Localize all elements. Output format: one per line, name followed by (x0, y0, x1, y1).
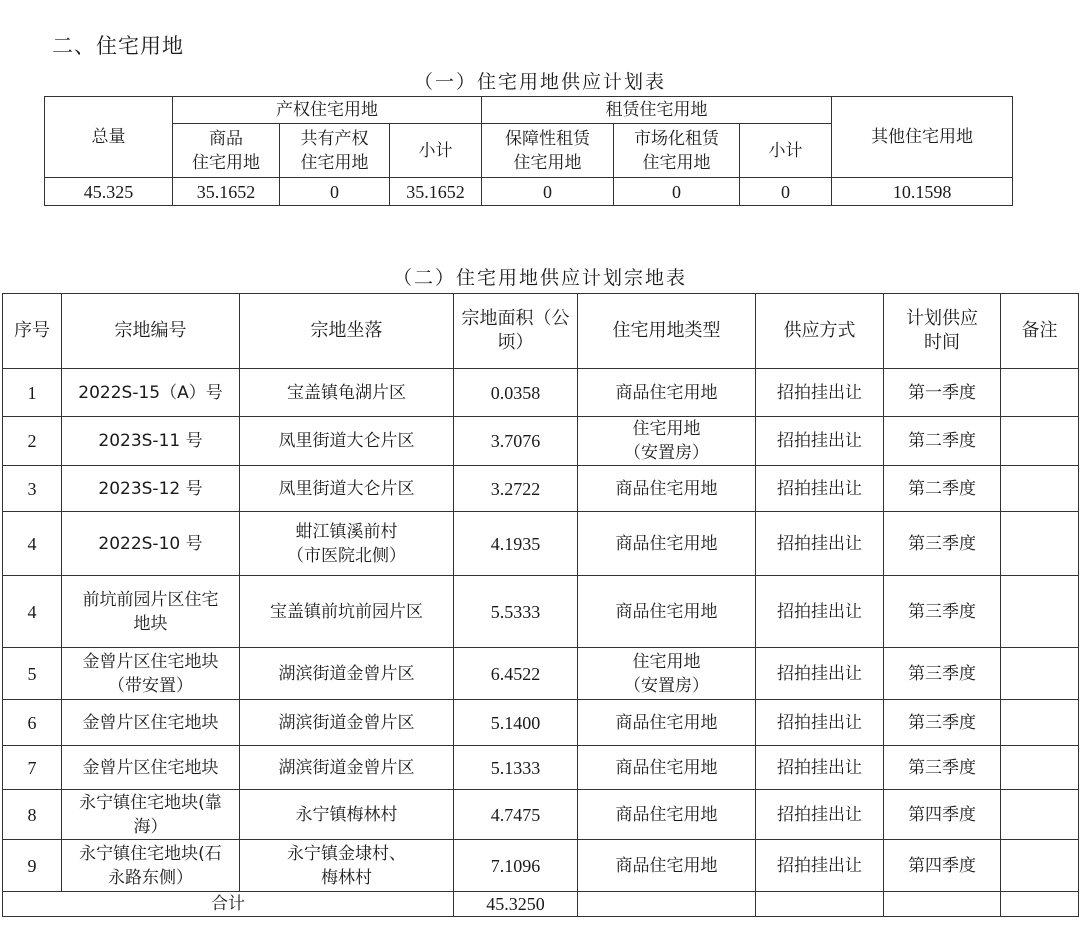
cell-seq: 1 (3, 369, 62, 417)
table-row (3, 790, 1079, 840)
header-subtotal-rental: 小计 (740, 124, 832, 178)
cell-land-type: 商品住宅用地 (578, 369, 756, 417)
total-empty-cell (884, 892, 1001, 917)
cell-location: 蚶江镇溪前村 （市医院北侧） (240, 512, 454, 576)
cell-plan-time: 第四季度 (884, 840, 1001, 892)
cell-supply-method: 招拍挂出让 (756, 648, 884, 700)
header-parcel-id: 宗地编号 (62, 294, 240, 369)
cell-land-type: 商品住宅用地 (578, 840, 756, 892)
header-seq: 序号 (3, 294, 62, 369)
cell-area: 3.2722 (454, 466, 578, 512)
table-row (3, 369, 1079, 417)
cell-area: 6.4522 (454, 648, 578, 700)
section-title: 二、住宅用地 (52, 34, 184, 58)
value-commercial: 35.1652 (173, 178, 280, 206)
cell-plan-time: 第二季度 (884, 417, 1001, 466)
cell-parcel-id: 2023S-11 号 (62, 417, 240, 466)
header-rental-group: 租赁住宅用地 (482, 97, 832, 124)
cell-parcel-id: 2023S-12 号 (62, 466, 240, 512)
cell-seq: 6 (3, 700, 62, 746)
cell-area: 5.1333 (454, 746, 578, 790)
cell-parcel-id: 永宁镇住宅地块(石 永路东侧） (62, 840, 240, 892)
cell-seq: 5 (3, 648, 62, 700)
table-row (3, 648, 1079, 700)
header-subtotal-ownership: 小计 (390, 124, 482, 178)
cell-location: 湖滨街道金曾片区 (240, 648, 454, 700)
table-row (3, 840, 1079, 892)
header-market-rental: 市场化租赁 住宅用地 (614, 124, 740, 178)
total-empty-cell (1001, 892, 1079, 917)
parcel-table-total-row (3, 892, 1079, 917)
cell-seq: 3 (3, 466, 62, 512)
header-affordable-rental: 保障性租赁 住宅用地 (482, 124, 614, 178)
cell-location: 宝盖镇龟湖片区 (240, 369, 454, 417)
cell-supply-method: 招拍挂出让 (756, 369, 884, 417)
cell-seq: 2 (3, 417, 62, 466)
cell-plan-time: 第三季度 (884, 746, 1001, 790)
cell-land-type: 商品住宅用地 (578, 576, 756, 648)
cell-plan-time: 第四季度 (884, 790, 1001, 840)
cell-parcel-id: 金曾片区住宅地块 （带安置） (62, 648, 240, 700)
value-shared: 0 (280, 178, 390, 206)
table-row (3, 512, 1079, 576)
cell-land-type: 商品住宅用地 (578, 466, 756, 512)
cell-seq: 4 (3, 512, 62, 576)
cell-remarks (1001, 512, 1079, 576)
header-area: 宗地面积（公 顷） (454, 294, 578, 369)
cell-land-type: 商品住宅用地 (578, 790, 756, 840)
cell-area: 3.7076 (454, 417, 578, 466)
header-commercial: 商品 住宅用地 (173, 124, 280, 178)
value-affordable-rental: 0 (482, 178, 614, 206)
cell-location: 永宁镇金埭村、 梅林村 (240, 840, 454, 892)
cell-area: 5.1400 (454, 700, 578, 746)
cell-remarks (1001, 700, 1079, 746)
table-row (3, 417, 1079, 466)
cell-supply-method: 招拍挂出让 (756, 790, 884, 840)
header-land-type: 住宅用地类型 (578, 294, 756, 369)
cell-location: 永宁镇梅林村 (240, 790, 454, 840)
cell-location: 宝盖镇前坑前园片区 (240, 576, 454, 648)
cell-supply-method: 招拍挂出让 (756, 840, 884, 892)
cell-land-type: 商品住宅用地 (578, 746, 756, 790)
cell-supply-method: 招拍挂出让 (756, 512, 884, 576)
header-shared: 共有产权 住宅用地 (280, 124, 390, 178)
cell-seq: 9 (3, 840, 62, 892)
cell-land-type: 住宅用地 （安置房） (578, 648, 756, 700)
total-empty-cell (578, 892, 756, 917)
parcel-table-header-row (3, 294, 1079, 369)
cell-land-type: 住宅用地 （安置房） (578, 417, 756, 466)
cell-plan-time: 第三季度 (884, 648, 1001, 700)
cell-land-type: 商品住宅用地 (578, 512, 756, 576)
cell-plan-time: 第一季度 (884, 369, 1001, 417)
header-ownership-group: 产权住宅用地 (173, 97, 482, 124)
cell-plan-time: 第二季度 (884, 466, 1001, 512)
value-total: 45.325 (45, 178, 173, 206)
cell-supply-method: 招拍挂出让 (756, 576, 884, 648)
cell-plan-time: 第三季度 (884, 700, 1001, 746)
header-location: 宗地坐落 (240, 294, 454, 369)
cell-land-type: 商品住宅用地 (578, 700, 756, 746)
table-row (3, 746, 1079, 790)
header-remarks: 备注 (1001, 294, 1079, 369)
cell-remarks (1001, 417, 1079, 466)
header-supply-method: 供应方式 (756, 294, 884, 369)
supply-plan-table (44, 96, 1013, 206)
header-other: 其他住宅用地 (832, 97, 1013, 178)
total-label: 合计 (3, 892, 454, 917)
table2-caption: （二）住宅用地供应计划宗地表 (392, 267, 687, 289)
total-empty-cell (756, 892, 884, 917)
cell-parcel-id: 永宁镇住宅地块(靠 海） (62, 790, 240, 840)
cell-remarks (1001, 840, 1079, 892)
cell-remarks (1001, 369, 1079, 417)
value-market-rental: 0 (614, 178, 740, 206)
cell-seq: 4 (3, 576, 62, 648)
cell-plan-time: 第三季度 (884, 512, 1001, 576)
cell-location: 凤里街道大仑片区 (240, 466, 454, 512)
cell-location: 湖滨街道金曾片区 (240, 700, 454, 746)
cell-supply-method: 招拍挂出让 (756, 746, 884, 790)
cell-seq: 7 (3, 746, 62, 790)
cell-location: 湖滨街道金曾片区 (240, 746, 454, 790)
cell-supply-method: 招拍挂出让 (756, 466, 884, 512)
cell-plan-time: 第三季度 (884, 576, 1001, 648)
total-area: 45.3250 (454, 892, 578, 917)
cell-remarks (1001, 790, 1079, 840)
table-row (3, 700, 1079, 746)
value-other: 10.1598 (832, 178, 1013, 206)
cell-remarks (1001, 466, 1079, 512)
value-subtotal-rental: 0 (740, 178, 832, 206)
cell-parcel-id: 2022S-15（A）号 (62, 369, 240, 417)
table1-caption: （一）住宅用地供应计划表 (413, 71, 666, 93)
header-total: 总量 (45, 97, 173, 178)
cell-remarks (1001, 746, 1079, 790)
cell-remarks (1001, 576, 1079, 648)
value-subtotal-ownership: 35.1652 (390, 178, 482, 206)
cell-area: 0.0358 (454, 369, 578, 417)
cell-area: 4.1935 (454, 512, 578, 576)
table-row (3, 576, 1079, 648)
cell-supply-method: 招拍挂出让 (756, 700, 884, 746)
cell-parcel-id: 2022S-10 号 (62, 512, 240, 576)
cell-parcel-id: 金曾片区住宅地块 (62, 746, 240, 790)
cell-area: 4.7475 (454, 790, 578, 840)
cell-parcel-id: 金曾片区住宅地块 (62, 700, 240, 746)
cell-supply-method: 招拍挂出让 (756, 417, 884, 466)
table-row (3, 466, 1079, 512)
cell-remarks (1001, 648, 1079, 700)
header-plan-time: 计划供应 时间 (884, 294, 1001, 369)
parcel-plan-table (2, 293, 1079, 917)
cell-parcel-id: 前坑前园片区住宅 地块 (62, 576, 240, 648)
cell-area: 5.5333 (454, 576, 578, 648)
cell-seq: 8 (3, 790, 62, 840)
cell-area: 7.1096 (454, 840, 578, 892)
cell-location: 凤里街道大仑片区 (240, 417, 454, 466)
